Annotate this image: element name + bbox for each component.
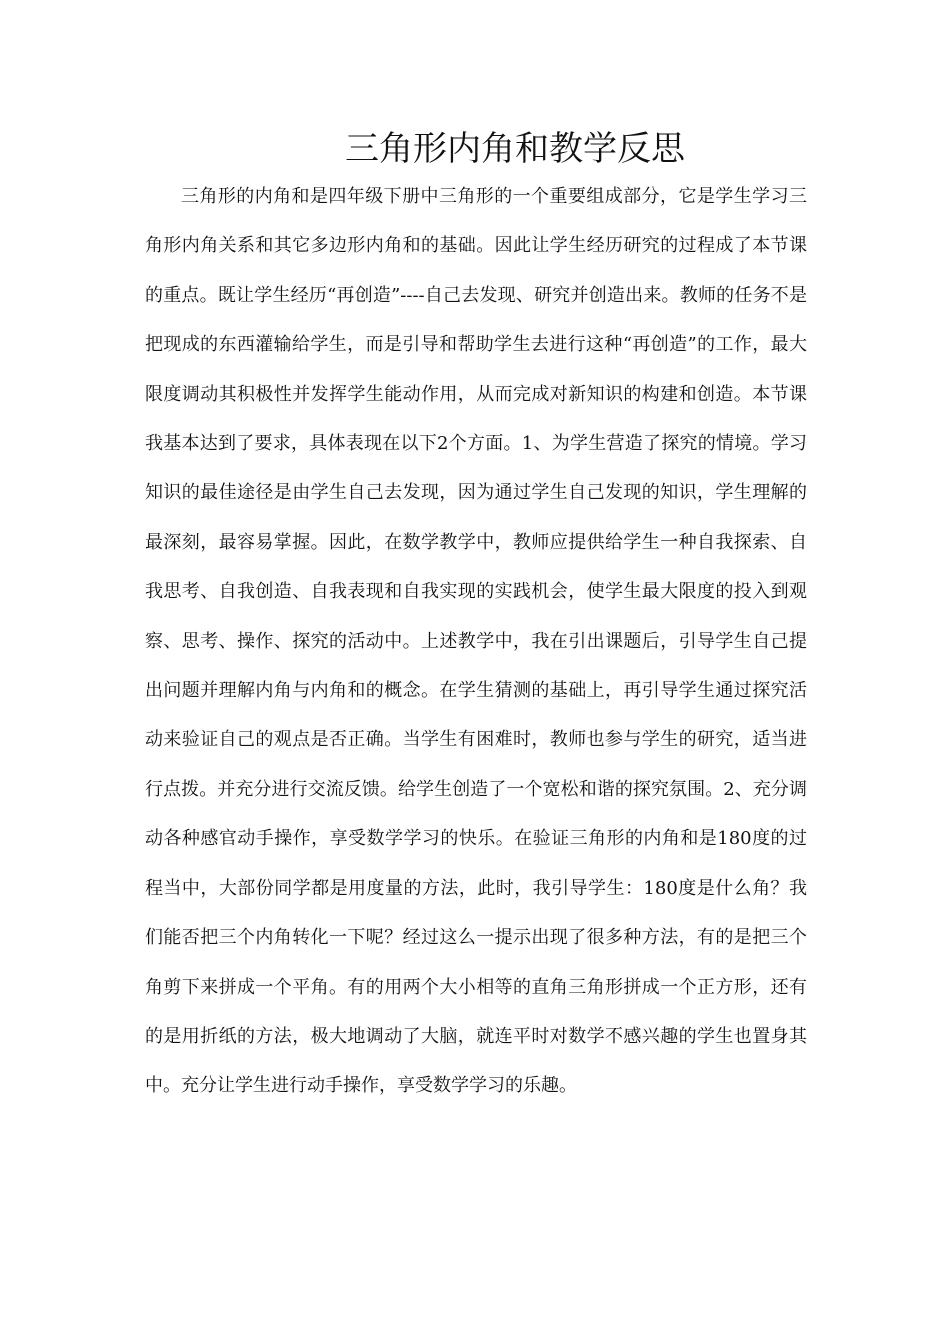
body-paragraph: 三角形的内角和是四年级下册中三角形的一个重要组成部分，它是学生学习三角形内角关系和其它多边形内角和的基础。因此让学生经历研究的过程成了本节课的重点。既让学生经历“再创造”----自己去发现、研究并创造出来。教师的任务不是把现成的东西灌输给学生，而是引导和帮助学生去进行这种“再创造”的工作，最大限度调动其积极性并发挥学生能动作用，从而完成对新知识的构建和创造。本节课我基本达到了要求，具体表现在以下2个方面。1、为学生营造了探究的情境。学习知识的最佳途径是由学生自己去发现，因为通过学生自己发现的知识，学生理解的最深刻，最容易掌握。因此，在数学教学中，教师应提供给学生一种自我探索、自我思考、自我创造、自我表现和自我实现的实践机会，使学生最大限度的投入到观察、思考、操作、探究的活动中。上述教学中，我在引出课题后，引导学生自己提出问题并理解内角与内角和的概念。在学生猜测的基础上，再引导学生通过探究活动来验证自己的观点是否正确。当学生有困难时，教师也参与学生的研究，适当进行点拨。并充分进行交流反馈。给学生创造了一个宽松和谐的探究氛围。2、充分调动各种感官动手操作，享受数学学习的快乐。在验证三角形的内角和是180度的过程当中，大部份同学都是用度量的方法，此时，我引导学生：180度是什么角？我们能否把三个内角转化一下呢？经过这么一提示出现了很多种方法，有的是把三个角剪下来拼成一个平角。有的用两个大小相等的直角三角形拼成一个正方形，还有的是用折纸的方法，极大地调动了大脑，就连平时对数学不感兴趣的学生也置身其中。充分让学生进行动手操作，享受数学学习的乐趣。 — [145, 186, 807, 1097]
document-title: 三角形内角和教学反思 — [345, 129, 685, 169]
